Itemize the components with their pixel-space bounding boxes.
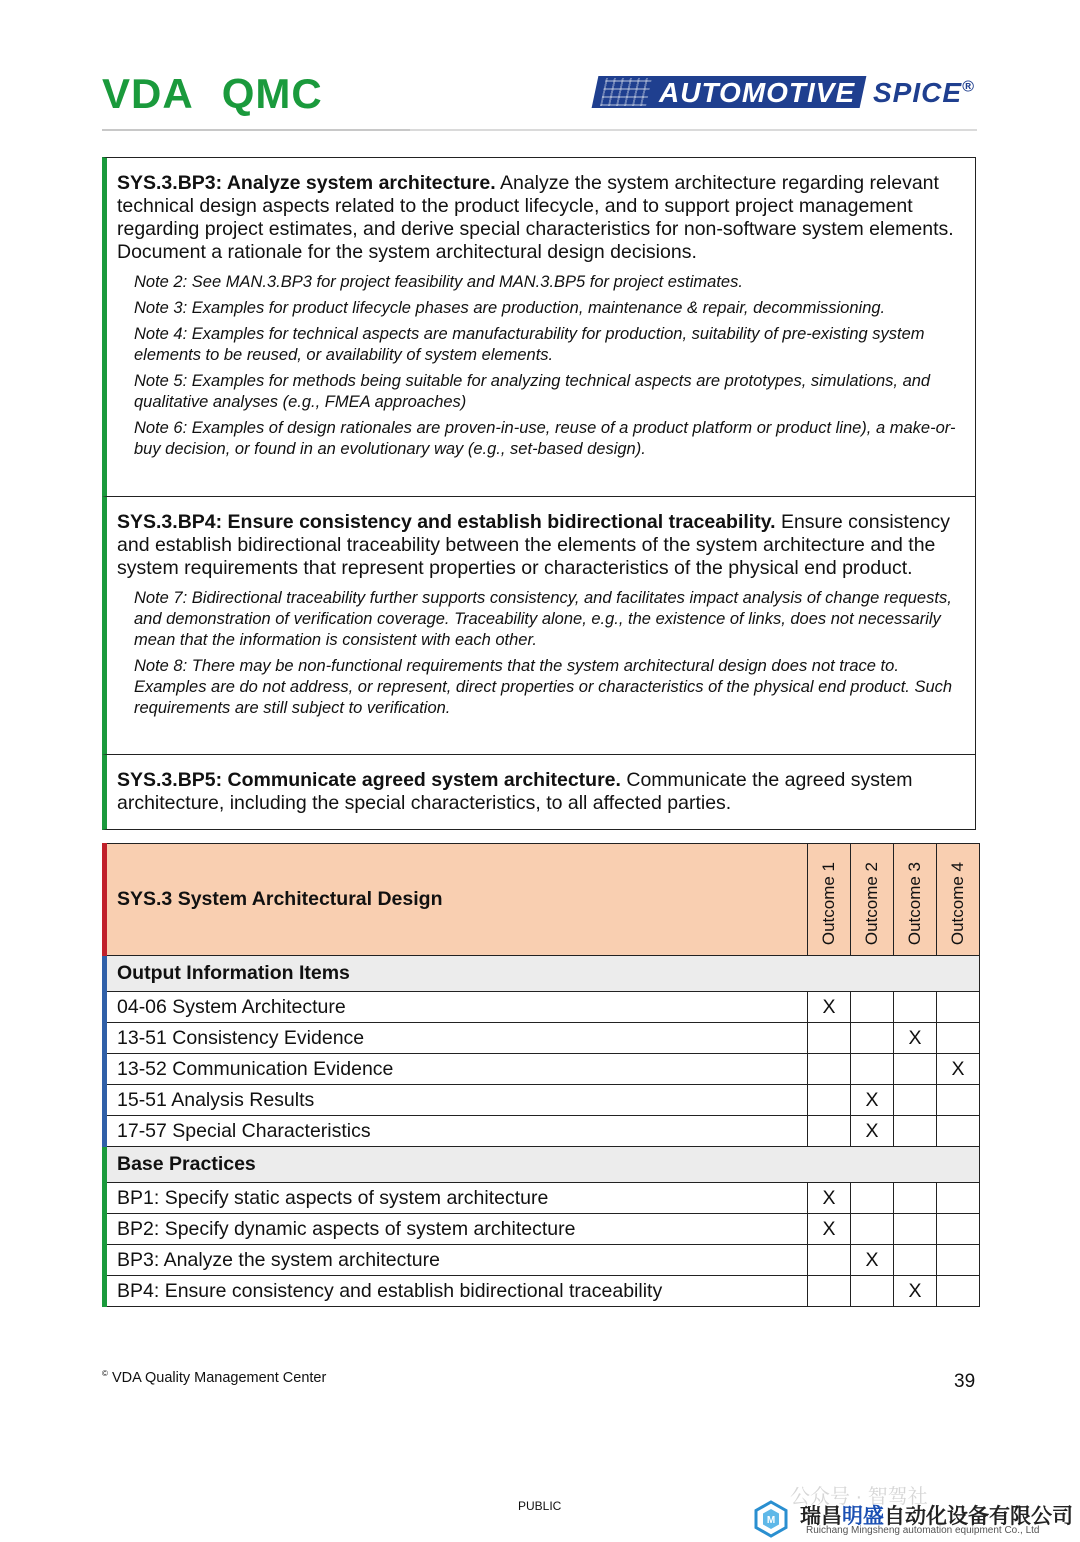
note-8: Note 8: There may be non-functional requirements that the system architectural design does not trace to. Examples are do not address, or represent, direct properties or characteristics of the physical end product. Such requirements are still subject to verification. xyxy=(134,657,953,717)
mark-cell: X xyxy=(851,1116,894,1147)
outcome-header-4: Outcome 4 xyxy=(937,844,980,956)
table-row xyxy=(105,992,980,1023)
mark-cell xyxy=(894,1214,937,1245)
mark-cell xyxy=(894,1054,937,1085)
outcome-header-2: Outcome 2 xyxy=(851,844,894,956)
bp3-paragraph xyxy=(117,172,963,264)
row-label: BP2: Specify dynamic aspects of system architecture xyxy=(105,1214,808,1245)
registered-mark: ® xyxy=(962,78,975,96)
outcome-matrix xyxy=(102,843,980,1307)
mark-cell xyxy=(937,1023,980,1054)
note-7: Note 7: Bidirectional traceability further supports consistency, and facilitates impact analysis of change requests, and demonstration of verification coverage. Traceability alone, e.g., the existence of links, does not necessarily mean that the information is consistent with each other. xyxy=(134,589,952,649)
mark-cell xyxy=(937,1183,980,1214)
mark-cell: X xyxy=(808,992,851,1023)
mark-cell: X xyxy=(894,1276,937,1307)
globe-grid-icon xyxy=(600,78,652,106)
table-row xyxy=(105,1276,980,1307)
section-row-outputs xyxy=(105,956,980,992)
bp5-box xyxy=(102,754,976,830)
matrix-title: SYS.3 System Architectural Design xyxy=(105,844,808,956)
table-row xyxy=(105,1116,980,1147)
automotive-spice-logo xyxy=(595,76,977,108)
bp3-title: SYS.3.BP3: Analyze system architecture. xyxy=(117,172,496,194)
mark-cell: X xyxy=(937,1054,980,1085)
spice-text: SPICE® xyxy=(873,77,975,108)
mark-cell xyxy=(937,1116,980,1147)
mark-cell xyxy=(851,992,894,1023)
copyright-footer xyxy=(102,1369,326,1386)
table-row xyxy=(105,1085,980,1116)
bp4-title: SYS.3.BP4: Ensure consistency and establish bidirectional traceability. xyxy=(117,511,776,533)
mark-cell: X xyxy=(808,1183,851,1214)
mark-cell xyxy=(894,1116,937,1147)
vda-text: VDA xyxy=(102,70,194,117)
mark-cell xyxy=(851,1054,894,1085)
copyright-mark: © xyxy=(102,1369,108,1378)
mark-cell xyxy=(894,1085,937,1116)
table-row xyxy=(105,1214,980,1245)
note-2: Note 2: See MAN.3.BP3 for project feasibility and MAN.3.BP5 for project estimates. xyxy=(134,273,743,291)
mark-cell: X xyxy=(851,1085,894,1116)
row-label: BP3: Analyze the system architecture xyxy=(105,1245,808,1276)
mark-cell xyxy=(894,1183,937,1214)
copyright-text: VDA Quality Management Center xyxy=(111,1369,327,1386)
bp5-body: Communicate the agreed system architecture, including the special characteristics, to all affected parties. xyxy=(117,769,913,814)
note-3: Note 3: Examples for product lifecycle phases are production, maintenance & repair, decommissioning. xyxy=(134,299,886,317)
mark-cell xyxy=(937,1245,980,1276)
row-label: BP4: Ensure consistency and establish bidirectional traceability xyxy=(105,1276,808,1307)
note-6: Note 6: Examples of design rationales are proven-in-use, reuse of a product platform or product line), a make-or-buy decision, or found in an evolutionary way (e.g., set-based design). xyxy=(134,419,956,458)
qmc-text: QMC xyxy=(221,70,323,117)
bp3-body: Analyze the system architecture regarding relevant technical design aspects related to the product lifecycle, and to support project management regarding project estimates, and derive special characteristics for non-software system elements. Document a rationale for the system architectural design decisions. xyxy=(117,172,954,263)
watermark-company-en: Ruichang Mingsheng automation equipment Co., Ltd xyxy=(806,1525,1040,1536)
row-label: 13-52 Communication Evidence xyxy=(105,1054,808,1085)
mark-cell xyxy=(808,1245,851,1276)
row-label: 15-51 Analysis Results xyxy=(105,1085,808,1116)
mark-cell xyxy=(808,1085,851,1116)
outcome-header-3: Outcome 3 xyxy=(894,844,937,956)
note-4: Note 4: Examples for technical aspects are manufacturability for production, suitability of pre-existing system elements to be reused, or availability of system elements. xyxy=(134,325,925,364)
bp4-body: Ensure consistency and establish bidirectional traceability between the elements of the system architecture and the system requirements that represent properties or characteristics of the physical end product. xyxy=(117,511,951,579)
mark-cell xyxy=(937,992,980,1023)
mark-cell xyxy=(894,992,937,1023)
row-label: 13-51 Consistency Evidence xyxy=(105,1023,808,1054)
mark-cell: X xyxy=(894,1023,937,1054)
bp5-title: SYS.3.BP5: Communicate agreed system architecture. xyxy=(117,769,621,791)
mark-cell: X xyxy=(851,1245,894,1276)
table-row xyxy=(105,1245,980,1276)
outcome-header-1: Outcome 1 xyxy=(808,844,851,956)
matrix-header-row xyxy=(105,844,980,956)
bp4-box xyxy=(102,496,976,756)
svg-text:M: M xyxy=(766,1515,776,1526)
mark-cell xyxy=(937,1214,980,1245)
table-row xyxy=(105,1054,980,1085)
watermark-company-cn: 瑞昌明盛自动化设备有限公司 xyxy=(800,1505,1073,1528)
header-rule-left xyxy=(102,129,410,131)
mark-cell xyxy=(808,1276,851,1307)
mark-cell xyxy=(851,1214,894,1245)
vda-qmc-logo xyxy=(102,70,323,118)
table-row xyxy=(105,1023,980,1054)
mark-cell xyxy=(937,1085,980,1116)
classification-label: PUBLIC xyxy=(518,1499,562,1513)
mark-cell xyxy=(894,1245,937,1276)
row-label: 04-06 System Architecture xyxy=(105,992,808,1023)
company-hex-logo-icon xyxy=(752,1500,790,1538)
spice-automotive-text: AUTOMOTIVE xyxy=(659,77,856,108)
page-number: 39 xyxy=(954,1371,976,1392)
note-5: Note 5: Examples for methods being suitable for analyzing technical aspects are prototypes, simulations, and qualitative analyses (e.g., FMEA approaches) xyxy=(134,372,931,411)
section-title-outputs: Output Information Items xyxy=(105,956,980,992)
mark-cell xyxy=(851,1023,894,1054)
mark-cell xyxy=(808,1054,851,1085)
watermark-faint-text: 公众号 · 智驾社 xyxy=(790,1486,928,1508)
mark-cell xyxy=(808,1023,851,1054)
bp4-paragraph xyxy=(117,511,963,580)
mark-cell xyxy=(851,1276,894,1307)
section-title-base-practices: Base Practices xyxy=(105,1147,980,1183)
table-row xyxy=(105,1183,980,1214)
row-label: 17-57 Special Characteristics xyxy=(105,1116,808,1147)
mark-cell: X xyxy=(808,1214,851,1245)
header-rule-right xyxy=(410,129,977,131)
mark-cell xyxy=(808,1116,851,1147)
mark-cell xyxy=(937,1276,980,1307)
row-label: BP1: Specify static aspects of system architecture xyxy=(105,1183,808,1214)
mark-cell xyxy=(851,1183,894,1214)
section-row-base-practices xyxy=(105,1147,980,1183)
bp3-box xyxy=(102,157,976,498)
bp5-paragraph xyxy=(117,769,963,815)
